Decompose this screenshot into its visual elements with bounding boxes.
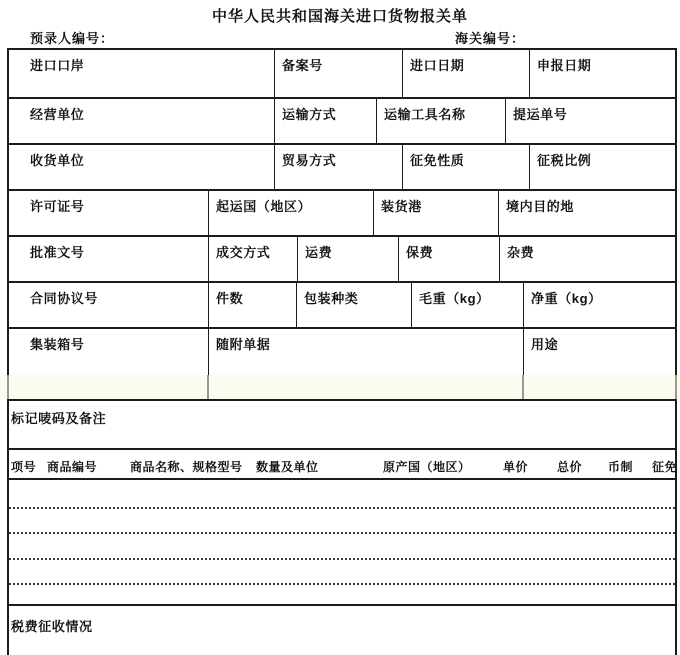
- field-license-no: 许可证号: [30, 199, 85, 214]
- col-total-price: 总价: [557, 460, 583, 474]
- dotted-row-separator: [9, 583, 675, 585]
- field-operating-unit: 经营单位: [30, 107, 85, 122]
- divider-stub: [207, 375, 209, 399]
- field-declaration-date: 申报日期: [529, 50, 675, 97]
- form-row-2: [9, 97, 675, 143]
- col-commodity-code: 商品编号: [47, 460, 98, 474]
- field-misc-fees: 杂费: [499, 237, 675, 281]
- divider-stub: [522, 375, 524, 399]
- field-attached-documents: 随附单据: [208, 329, 523, 375]
- col-unit-price: 单价: [503, 460, 529, 474]
- form-row-6: [9, 281, 675, 327]
- field-import-port: 进口口岸: [30, 58, 85, 73]
- page-title: 中华人民共和国海关进口货物报关单: [211, 8, 468, 25]
- field-trade-mode: 贸易方式: [274, 145, 402, 189]
- dotted-row-separator: [9, 507, 675, 509]
- col-commodity-name-spec: 商品名称、规格型号: [130, 460, 243, 474]
- pre-entry-no-label: 预录人编号：: [30, 31, 115, 46]
- field-tax-ratio: 征税比例: [529, 145, 675, 189]
- form-row-3: [9, 143, 675, 189]
- field-bill-of-lading-no: 提运单号: [505, 99, 675, 143]
- page-break-band: [0, 375, 680, 399]
- form-row-1: [9, 50, 675, 97]
- customs-no-label: 海关编号：: [455, 31, 526, 46]
- field-package-count: 件数: [208, 283, 296, 327]
- field-freight: 运费: [297, 237, 398, 281]
- goods-entry-area: [9, 480, 675, 606]
- field-net-weight: 净重（kg）: [523, 283, 675, 327]
- field-packing-type: 包装种类: [296, 283, 411, 327]
- field-consignee-unit: 收货单位: [30, 153, 85, 168]
- col-currency: 币制: [608, 460, 634, 474]
- col-levy-exemption: 征免: [652, 460, 678, 474]
- dotted-row-separator: [9, 558, 675, 560]
- form-row-7: [9, 327, 675, 375]
- goods-table-header: [9, 450, 678, 480]
- field-departure-country: 起运国（地区）: [208, 191, 373, 235]
- dotted-row-separator: [9, 532, 675, 534]
- col-item-no: 项号: [11, 460, 37, 474]
- field-contract-no: 合同协议号: [30, 291, 99, 306]
- field-transaction-mode: 成交方式: [208, 237, 297, 281]
- divider-stub: [7, 375, 9, 399]
- field-gross-weight: 毛重（kg）: [411, 283, 523, 327]
- goods-section: [7, 399, 677, 655]
- col-quantity-unit: 数量及单位: [256, 460, 319, 474]
- field-container-no: 集装箱号: [30, 337, 85, 352]
- field-transport-tool-name: 运输工具名称: [376, 99, 505, 143]
- divider-stub: [675, 375, 677, 399]
- tax-collection-box: 税费征收情况: [11, 619, 93, 634]
- field-import-date: 进口日期: [402, 50, 529, 97]
- field-transport-mode: 运输方式: [274, 99, 376, 143]
- field-approval-doc-no: 批准文号: [30, 245, 85, 260]
- field-insurance: 保费: [398, 237, 499, 281]
- field-domestic-destination: 境内目的地: [498, 191, 675, 235]
- field-record-no: 备案号: [274, 50, 402, 97]
- form-grid: [7, 48, 677, 375]
- marks-remarks-box: 标记唛码及备注: [9, 401, 675, 450]
- field-loading-port: 装货港: [373, 191, 498, 235]
- col-origin-country: 原产国（地区）: [383, 460, 471, 474]
- form-row-4: [9, 189, 675, 235]
- form-row-5: [9, 235, 675, 281]
- field-levy-exemption-nature: 征免性质: [402, 145, 529, 189]
- field-purpose: 用途: [523, 329, 675, 375]
